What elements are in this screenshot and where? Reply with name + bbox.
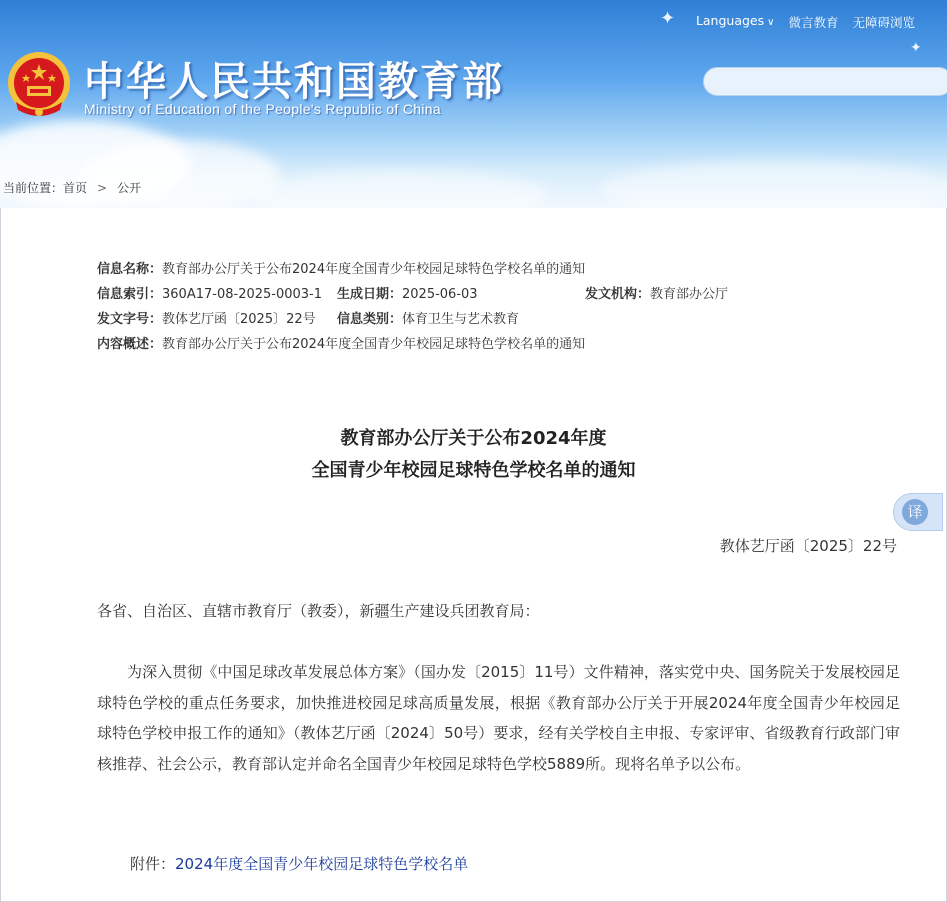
meta-category-value: 体育卫生与艺术教育: [402, 312, 520, 327]
meta-org-value: 教育部办公厅: [650, 287, 729, 302]
meta-row-index: [97, 287, 729, 312]
meta-date-label: 生成日期：: [337, 287, 403, 302]
weibo-link[interactable]: 微言教育: [788, 15, 839, 30]
breadcrumb-label: 当前位置：: [3, 181, 64, 195]
meta-summary-label: 内容概述：: [97, 337, 163, 352]
info-meta-table: [97, 262, 729, 362]
meta-index-label: 信息索引：: [97, 287, 163, 302]
site-title: 中华人民共和国教育部: [84, 60, 504, 104]
translate-icon: 译: [902, 499, 928, 525]
meta-summary-value: 教育部办公厅关于公布2024年度全国青少年校园足球特色学校名单的通知: [162, 337, 586, 352]
meta-category-cell: [337, 312, 519, 328]
cloud-decoration: [600, 160, 947, 208]
article-title-line2: 全国青少年校园足球特色学校名单的通知: [311, 460, 636, 481]
meta-docnum-label: 发文字号：: [97, 312, 163, 327]
breadcrumb-current-link[interactable]: 公开: [117, 181, 142, 195]
meta-name-value: 教育部办公厅关于公布2024年度全国青少年校园足球特色学校名单的通知: [162, 262, 586, 277]
meta-org-label: 发文机构：: [585, 287, 651, 302]
accessibility-link[interactable]: 无障碍浏览: [852, 15, 915, 30]
meta-row-docnum: [97, 312, 585, 337]
meta-docnum-value: 教体艺厅函〔2025〕22号: [162, 312, 316, 327]
languages-menu[interactable]: [696, 13, 775, 31]
breadcrumb: [3, 179, 141, 196]
document-number: 教体艺厅函〔2025〕22号: [719, 537, 897, 555]
chevron-down-icon: ∨: [767, 17, 775, 28]
site-subtitle: Ministry of Education of the People's Republic of China: [84, 101, 441, 117]
meta-name-label: 信息名称：: [97, 262, 163, 277]
top-nav: [696, 13, 915, 31]
attachment-link[interactable]: 2024年度全国青少年校园足球特色学校名单: [175, 855, 469, 873]
cloud-decoration: [250, 170, 550, 208]
site-header: [0, 0, 947, 208]
article-body: 为深入贯彻《中国足球改革发展总体方案》（国办发〔2015〕11号）文件精神，落实党中央、国务院关于发展校园足球特色学校的重点任务要求，加快推进校园足球高质量发展，根据《教育部办公厅关于开展2024年度全国青少年校园足球特色学校申报工作的通知》（教体艺厅函〔2024〕50号）要求，经有关学校自主申报、专家评审、省级教育行政部门审核推荐、社会公示，教育部认定并命名全国青少年校园足球特色学校5889所。现将名单予以公布。: [97, 663, 900, 773]
translate-button[interactable]: [893, 493, 943, 531]
article-title-line1: 教育部办公厅关于公布2024年度: [340, 428, 607, 449]
meta-org-cell: [585, 287, 728, 303]
breadcrumb-separator-icon: >: [97, 181, 108, 195]
meta-row-summary: [97, 337, 585, 362]
attachment: [130, 853, 468, 874]
attachment-label: 附件：: [130, 855, 176, 873]
meta-row-name: [97, 262, 585, 287]
salutation: 各省、自治区、直辖市教育厅（教委），新疆生产建设兵团教育局：: [97, 602, 540, 620]
meta-date-cell: [337, 287, 478, 303]
sparkle-decoration: ✦: [660, 8, 676, 29]
meta-category-label: 信息类别：: [337, 312, 403, 327]
meta-index-value: 360A17-08-2025-0003-1: [162, 287, 323, 302]
breadcrumb-home-link[interactable]: 首页: [63, 181, 88, 195]
national-emblem-icon: [6, 50, 72, 120]
search-input[interactable]: [703, 67, 947, 96]
sparkle-decoration: ✦: [910, 40, 922, 56]
meta-date-value: 2025-06-03: [402, 287, 478, 302]
languages-label: Languages: [695, 13, 765, 28]
